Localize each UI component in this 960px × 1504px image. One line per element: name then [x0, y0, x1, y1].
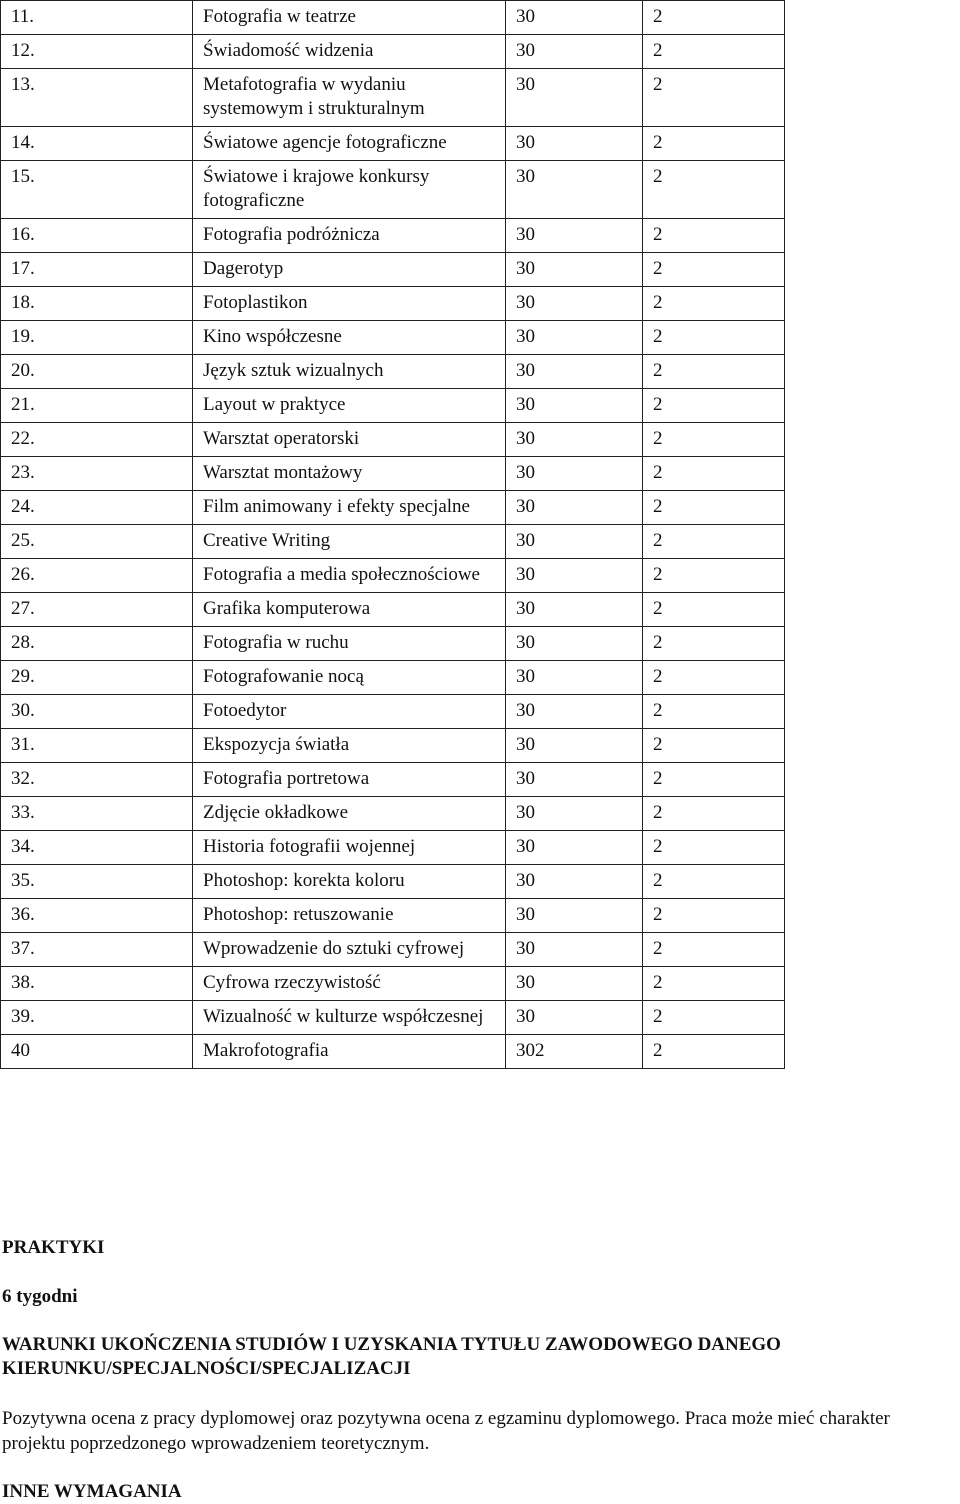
- row-number-cell: 38.: [1, 967, 193, 1001]
- subject-name-cell: Dagerotyp: [193, 253, 506, 287]
- hours-cell: 30: [506, 525, 643, 559]
- row-number-cell: 11.: [1, 1, 193, 35]
- points-cell: 2: [643, 899, 785, 933]
- points-cell: 2: [643, 389, 785, 423]
- table-row: [1, 1001, 785, 1035]
- table-row: [1, 355, 785, 389]
- subject-name-cell: Photoshop: retuszowanie: [193, 899, 506, 933]
- points-cell: 2: [643, 35, 785, 69]
- hours-cell: 30: [506, 661, 643, 695]
- hours-cell: 30: [506, 161, 643, 219]
- table-row: [1, 865, 785, 899]
- points-cell: 2: [643, 627, 785, 661]
- row-number-cell: 23.: [1, 457, 193, 491]
- row-number-cell: 33.: [1, 797, 193, 831]
- hours-cell: 30: [506, 695, 643, 729]
- table-row: [1, 899, 785, 933]
- row-number-cell: 28.: [1, 627, 193, 661]
- hours-cell: 30: [506, 423, 643, 457]
- subject-name-cell: Język sztuk wizualnych: [193, 355, 506, 389]
- table-row: [1, 933, 785, 967]
- subject-name-cell: Warsztat montażowy: [193, 457, 506, 491]
- subject-name-cell: Fotoedytor: [193, 695, 506, 729]
- praktyki-duration: 6 tygodni: [2, 1286, 78, 1307]
- points-cell: 2: [643, 1035, 785, 1069]
- subject-name-cell: Fotografia a media społecznościowe: [193, 559, 506, 593]
- subject-name-cell: Wizualność w kulturze współczesnej: [193, 1001, 506, 1035]
- inne-wymagania-heading: INNE WYMAGANIA: [2, 1481, 182, 1502]
- points-cell: 2: [643, 161, 785, 219]
- points-cell: 2: [643, 831, 785, 865]
- table-row: [1, 1035, 785, 1069]
- points-cell: 2: [643, 127, 785, 161]
- points-cell: 2: [643, 457, 785, 491]
- table-row: [1, 219, 785, 253]
- row-number-cell: 16.: [1, 219, 193, 253]
- points-cell: 2: [643, 1, 785, 35]
- subject-name-cell: Fotografia podróżnicza: [193, 219, 506, 253]
- points-cell: 2: [643, 865, 785, 899]
- table-row: [1, 127, 785, 161]
- table-row: [1, 831, 785, 865]
- subject-name-cell: Świadomość widzenia: [193, 35, 506, 69]
- subject-name-cell: Fotoplastikon: [193, 287, 506, 321]
- subject-name-cell: Kino współczesne: [193, 321, 506, 355]
- table-row: [1, 161, 785, 219]
- hours-cell: 30: [506, 321, 643, 355]
- hours-cell: 30: [506, 389, 643, 423]
- points-cell: 2: [643, 491, 785, 525]
- row-number-cell: 40: [1, 1035, 193, 1069]
- points-cell: 2: [643, 69, 785, 127]
- points-cell: 2: [643, 287, 785, 321]
- table-row: [1, 1, 785, 35]
- points-cell: 2: [643, 763, 785, 797]
- points-cell: 2: [643, 593, 785, 627]
- table-row: [1, 525, 785, 559]
- subject-name-cell: Historia fotografii wojennej: [193, 831, 506, 865]
- points-cell: 2: [643, 525, 785, 559]
- row-number-cell: 31.: [1, 729, 193, 763]
- table-row: [1, 661, 785, 695]
- hours-cell: 30: [506, 933, 643, 967]
- row-number-cell: 24.: [1, 491, 193, 525]
- row-number-cell: 25.: [1, 525, 193, 559]
- subject-name-cell: Ekspozycja światła: [193, 729, 506, 763]
- hours-cell: 30: [506, 865, 643, 899]
- points-cell: 2: [643, 355, 785, 389]
- hours-cell: 30: [506, 253, 643, 287]
- row-number-cell: 13.: [1, 69, 193, 127]
- hours-cell: 30: [506, 1, 643, 35]
- subject-name-cell: Światowe i krajowe konkursy fotograficzne: [193, 161, 506, 219]
- subject-name-cell: Światowe agencje fotograficzne: [193, 127, 506, 161]
- hours-cell: 30: [506, 967, 643, 1001]
- points-cell: 2: [643, 661, 785, 695]
- row-number-cell: 36.: [1, 899, 193, 933]
- row-number-cell: 27.: [1, 593, 193, 627]
- subject-name-cell: Wprowadzenie do sztuki cyfrowej: [193, 933, 506, 967]
- subject-name-cell: Metafotografia w wydaniu systemowym i strukturalnym: [193, 69, 506, 127]
- subject-name-cell: Makrofotografia: [193, 1035, 506, 1069]
- table-row: [1, 69, 785, 127]
- points-cell: 2: [643, 253, 785, 287]
- hours-cell: 30: [506, 831, 643, 865]
- subject-name-cell: Zdjęcie okładkowe: [193, 797, 506, 831]
- table-row: [1, 491, 785, 525]
- points-cell: 2: [643, 695, 785, 729]
- subject-name-cell: Cyfrowa rzeczywistość: [193, 967, 506, 1001]
- hours-cell: 30: [506, 457, 643, 491]
- subject-name-cell: Layout w praktyce: [193, 389, 506, 423]
- row-number-cell: 21.: [1, 389, 193, 423]
- points-cell: 2: [643, 967, 785, 1001]
- hours-cell: 30: [506, 355, 643, 389]
- table-row: [1, 967, 785, 1001]
- subject-name-cell: Creative Writing: [193, 525, 506, 559]
- table-row: [1, 457, 785, 491]
- subject-name-cell: Photoshop: korekta koloru: [193, 865, 506, 899]
- row-number-cell: 19.: [1, 321, 193, 355]
- table-row: [1, 253, 785, 287]
- points-cell: 2: [643, 559, 785, 593]
- table-row: [1, 287, 785, 321]
- points-cell: 2: [643, 423, 785, 457]
- row-number-cell: 29.: [1, 661, 193, 695]
- row-number-cell: 22.: [1, 423, 193, 457]
- subject-name-cell: Fotografia portretowa: [193, 763, 506, 797]
- subject-name-cell: Fotografia w teatrze: [193, 1, 506, 35]
- warunki-heading: WARUNKI UKOŃCZENIA STUDIÓW I UZYSKANIA TYTUŁU ZAWODOWEGO DANEGO KIERUNKU/SPECJALNOŚCI/SPECJALIZACJI: [2, 1334, 781, 1379]
- subject-name-cell: Grafika komputerowa: [193, 593, 506, 627]
- hours-cell: 30: [506, 627, 643, 661]
- hours-cell: 30: [506, 729, 643, 763]
- points-cell: 2: [643, 219, 785, 253]
- hours-cell: 30: [506, 219, 643, 253]
- hours-cell: 30: [506, 899, 643, 933]
- hours-cell: 30: [506, 763, 643, 797]
- table-row: [1, 627, 785, 661]
- subject-name-cell: Fotografowanie nocą: [193, 661, 506, 695]
- table-row: [1, 559, 785, 593]
- row-number-cell: 32.: [1, 763, 193, 797]
- hours-cell: 30: [506, 127, 643, 161]
- row-number-cell: 18.: [1, 287, 193, 321]
- subject-name-cell: Warsztat operatorski: [193, 423, 506, 457]
- hours-cell: 30: [506, 1001, 643, 1035]
- row-number-cell: 37.: [1, 933, 193, 967]
- hours-cell: 30: [506, 69, 643, 127]
- hours-cell: 30: [506, 287, 643, 321]
- hours-cell: 30: [506, 559, 643, 593]
- points-cell: 2: [643, 1001, 785, 1035]
- praktyki-heading: PRAKTYKI: [2, 1237, 105, 1258]
- hours-cell: 30: [506, 491, 643, 525]
- subject-name-cell: Fotografia w ruchu: [193, 627, 506, 661]
- points-cell: 2: [643, 797, 785, 831]
- hours-cell: 302: [506, 1035, 643, 1069]
- table-row: [1, 35, 785, 69]
- subjects-table-body: [1, 1, 785, 1069]
- row-number-cell: 26.: [1, 559, 193, 593]
- table-row: [1, 423, 785, 457]
- row-number-cell: 12.: [1, 35, 193, 69]
- hours-cell: 30: [506, 593, 643, 627]
- row-number-cell: 20.: [1, 355, 193, 389]
- points-cell: 2: [643, 933, 785, 967]
- table-row: [1, 321, 785, 355]
- table-row: [1, 763, 785, 797]
- points-cell: 2: [643, 729, 785, 763]
- table-row: [1, 729, 785, 763]
- subject-name-cell: Film animowany i efekty specjalne: [193, 491, 506, 525]
- row-number-cell: 34.: [1, 831, 193, 865]
- table-row: [1, 389, 785, 423]
- row-number-cell: 14.: [1, 127, 193, 161]
- warunki-text: Pozytywna ocena z pracy dyplomowej oraz pozytywna ocena z egzaminu dyplomowego. Praca może mieć charakter projektu poprzedzonego wprowadzeniem teoretycznym.: [2, 1408, 890, 1454]
- row-number-cell: 15.: [1, 161, 193, 219]
- table-row: [1, 593, 785, 627]
- hours-cell: 30: [506, 797, 643, 831]
- table-row: [1, 797, 785, 831]
- table-row: [1, 695, 785, 729]
- points-cell: 2: [643, 321, 785, 355]
- row-number-cell: 17.: [1, 253, 193, 287]
- row-number-cell: 35.: [1, 865, 193, 899]
- row-number-cell: 30.: [1, 695, 193, 729]
- hours-cell: 30: [506, 35, 643, 69]
- row-number-cell: 39.: [1, 1001, 193, 1035]
